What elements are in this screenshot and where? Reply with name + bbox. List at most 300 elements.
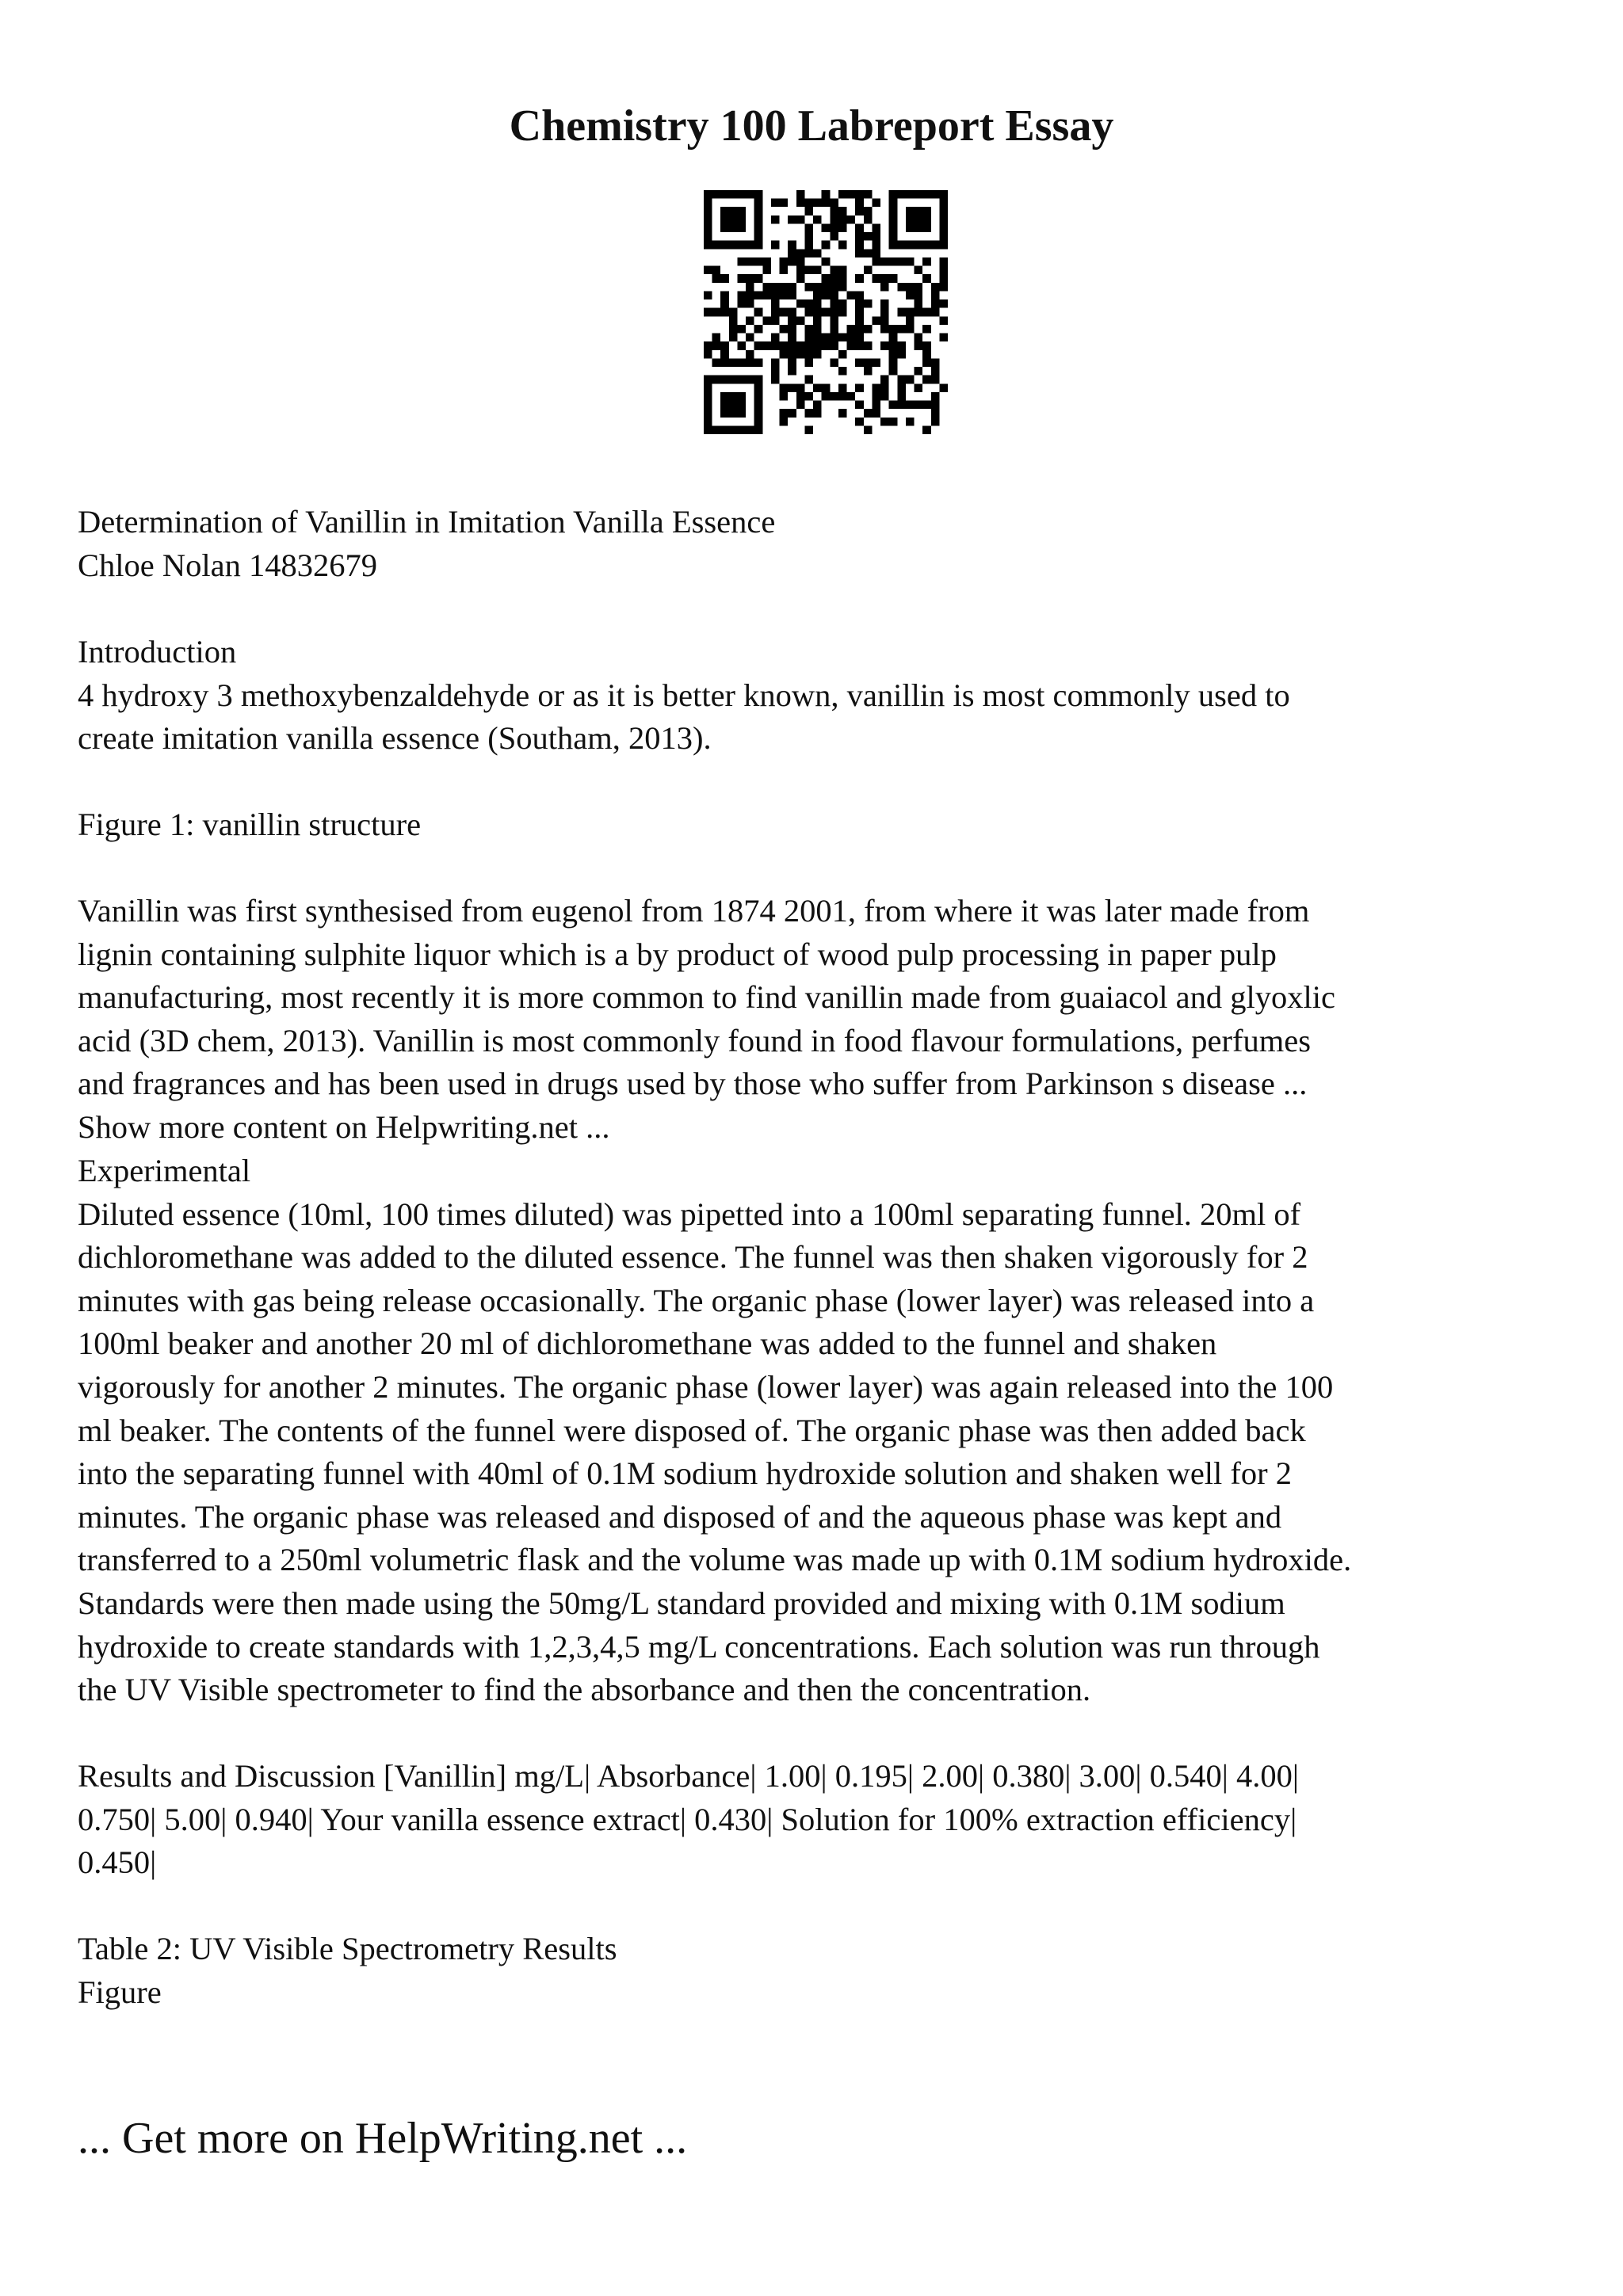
- qr-module: [754, 308, 763, 317]
- qr-module: [939, 223, 948, 232]
- qr-module: [788, 249, 796, 257]
- qr-module: [796, 190, 805, 199]
- qr-module: [754, 274, 763, 283]
- document-title: Chemistry 100 Labreport Essay: [509, 101, 1114, 151]
- qr-module: [737, 291, 746, 299]
- qr-module: [922, 325, 931, 334]
- qr-module: [729, 308, 738, 317]
- qr-module: [737, 190, 746, 199]
- qr-module: [771, 341, 780, 350]
- qr-module: [754, 341, 763, 350]
- qr-module: [746, 376, 754, 384]
- qr-module: [838, 334, 847, 342]
- qr-module: [813, 325, 822, 334]
- qr-module: [720, 409, 729, 418]
- qr-module: [704, 350, 712, 359]
- qr-module: [847, 392, 856, 401]
- qr-module: [889, 274, 898, 283]
- qr-module: [822, 223, 831, 232]
- introduction-line: create imitation vanilla essence (Southam, 2013).: [78, 720, 712, 757]
- qr-module: [822, 308, 831, 317]
- qr-module: [796, 316, 805, 325]
- qr-module: [729, 215, 738, 224]
- qr-module: [830, 223, 838, 232]
- qr-module: [704, 207, 712, 215]
- qr-module: [796, 274, 805, 283]
- qr-module: [830, 299, 838, 308]
- qr-module: [915, 190, 923, 199]
- qr-module: [813, 283, 822, 292]
- qr-module: [838, 223, 847, 232]
- qr-module: [838, 299, 847, 308]
- qr-module: [939, 241, 948, 250]
- qr-module: [754, 291, 763, 299]
- qr-module: [813, 401, 822, 410]
- qr-module: [915, 223, 923, 232]
- qr-module: [922, 215, 931, 224]
- qr-module: [737, 241, 746, 250]
- qr-module: [804, 199, 813, 208]
- qr-module: [746, 358, 754, 367]
- qr-module: [720, 223, 729, 232]
- qr-module: [813, 341, 822, 350]
- qr-module: [754, 401, 763, 410]
- qr-module: [939, 199, 948, 208]
- experimental-line: the UV Visible spectrometer to find the absorbance and then the concentration.: [78, 1672, 1091, 1708]
- qr-module: [897, 308, 906, 317]
- qr-module: [922, 350, 931, 359]
- qr-module: [880, 283, 889, 292]
- qr-module: [704, 215, 712, 224]
- qr-module: [737, 207, 746, 215]
- qr-module: [720, 308, 729, 317]
- qr-module: [729, 334, 738, 342]
- qr-module: [780, 409, 789, 418]
- experimental-line: 100ml beaker and another 20 ml of dichloromethane was added to the funnel and shaken: [78, 1325, 1217, 1362]
- qr-module: [737, 223, 746, 232]
- qr-module: [762, 291, 771, 299]
- qr-module: [931, 401, 940, 410]
- qr-module: [712, 308, 721, 317]
- qr-module: [822, 257, 831, 266]
- qr-module: [822, 334, 831, 342]
- qr-module: [855, 199, 864, 208]
- qr-module: [712, 274, 721, 283]
- qr-module: [847, 215, 856, 224]
- qr-module: [729, 207, 738, 215]
- qr-module: [838, 308, 847, 317]
- qr-module: [855, 249, 864, 257]
- qr-module: [939, 283, 948, 292]
- qr-module: [864, 249, 873, 257]
- paragraph-line: and fragrances and has been used in drugs used by those who suffer from Parkinson s disease ...: [78, 1066, 1308, 1102]
- qr-module: [889, 325, 898, 334]
- qr-module: [720, 401, 729, 410]
- qr-module: [830, 334, 838, 342]
- document-header: [78, 501, 1560, 587]
- qr-module: [788, 308, 796, 317]
- qr-module: [712, 376, 721, 384]
- qr-module: [729, 190, 738, 199]
- qr-module: [906, 291, 915, 299]
- qr-module: [822, 274, 831, 283]
- qr-module: [922, 376, 931, 384]
- qr-module: [804, 350, 813, 359]
- qr-module: [931, 241, 940, 250]
- experimental-line: ml beaker. The contents of the funnel were disposed of. The organic phase was then added back: [78, 1412, 1306, 1448]
- qr-module: [872, 257, 880, 266]
- paragraph-line: lignin containing sulphite liquor which is a by product of wood pulp processing in paper pulp: [78, 936, 1277, 972]
- qr-module: [822, 291, 831, 299]
- qr-module: [804, 308, 813, 317]
- introduction-line: 4 hydroxy 3 methoxybenzaldehyde or as it is better known, vanillin is most commonly used to: [78, 677, 1290, 713]
- qr-module: [847, 190, 856, 199]
- qr-module: [788, 215, 796, 224]
- qr-module: [889, 199, 898, 208]
- qr-module: [754, 392, 763, 401]
- results-line: 0.450|: [78, 1844, 157, 1881]
- qr-module: [864, 299, 873, 308]
- paragraph-vanillin-history: [78, 890, 1560, 1150]
- qr-module: [847, 341, 856, 350]
- experimental-line: minutes with gas being release occasionally. The organic phase (lower layer) was released into a: [78, 1282, 1315, 1318]
- qr-module: [771, 334, 780, 342]
- experimental-section: [78, 1150, 1560, 1712]
- qr-module: [872, 241, 880, 250]
- qr-module: [729, 241, 738, 250]
- figure-1-caption: [78, 803, 1560, 847]
- qr-module: [780, 291, 789, 299]
- qr-module: [796, 249, 805, 257]
- qr-module: [762, 257, 771, 266]
- qr-module: [704, 376, 712, 384]
- qr-module: [720, 274, 729, 283]
- qr-module: [720, 358, 729, 367]
- qr-module: [855, 358, 864, 367]
- qr-module: [720, 291, 729, 299]
- qr-module: [780, 283, 789, 292]
- qr-module: [872, 316, 880, 325]
- qr-module: [780, 199, 789, 208]
- qr-module: [737, 409, 746, 418]
- qr-module: [939, 266, 948, 275]
- qr-module: [712, 425, 721, 434]
- qr-module: [931, 190, 940, 199]
- qr-module: [746, 283, 754, 292]
- qr-module: [855, 418, 864, 426]
- qr-module: [813, 316, 822, 325]
- qr-module: [915, 291, 923, 299]
- qr-module: [822, 190, 831, 199]
- experimental-line: Standards were then made using the 50mg/L standard provided and mixing with 0.1M sodium: [78, 1585, 1285, 1621]
- qr-module: [771, 358, 780, 367]
- qr-module: [804, 299, 813, 308]
- qr-module: [931, 291, 940, 299]
- qr-module: [855, 207, 864, 215]
- qr-module: [720, 425, 729, 434]
- results-line: Results and Discussion [Vanillin] mg/L| Absorbance| 1.00| 0.195| 2.00| 0.380| 3.00| 0.540| 4.00|: [78, 1758, 1299, 1794]
- qr-module: [754, 207, 763, 215]
- qr-module: [796, 350, 805, 359]
- qr-module: [737, 392, 746, 401]
- qr-module: [864, 409, 873, 418]
- qr-module: [889, 215, 898, 224]
- qr-module: [931, 299, 940, 308]
- qr-module: [889, 257, 898, 266]
- qr-module: [729, 392, 738, 401]
- qr-module: [704, 241, 712, 250]
- qr-module: [855, 190, 864, 199]
- qr-module: [771, 283, 780, 292]
- qr-module: [906, 316, 915, 325]
- qr-module: [720, 215, 729, 224]
- qr-module: [939, 299, 948, 308]
- qr-module: [838, 274, 847, 283]
- qr-module: [712, 266, 721, 275]
- qr-module: [864, 367, 873, 376]
- table-2-caption: [78, 1928, 1560, 2014]
- qr-module: [915, 383, 923, 392]
- qr-module: [746, 291, 754, 299]
- qr-module: [915, 299, 923, 308]
- qr-module: [922, 341, 931, 350]
- qr-module: [746, 316, 754, 325]
- qr-module: [872, 358, 880, 367]
- qr-module: [830, 266, 838, 275]
- qr-module: [720, 350, 729, 359]
- qr-module: [915, 283, 923, 292]
- qr-module: [804, 425, 813, 434]
- qr-module: [737, 376, 746, 384]
- qr-module: [830, 274, 838, 283]
- qr-module: [880, 383, 889, 392]
- qr-module: [906, 223, 915, 232]
- qr-module: [939, 207, 948, 215]
- qr-module: [922, 257, 931, 266]
- qr-module: [704, 291, 712, 299]
- show-more-link[interactable]: Show more content on Helpwriting.net ...: [78, 1108, 610, 1145]
- qr-module: [880, 392, 889, 401]
- qr-module: [729, 316, 738, 325]
- document-subtitle: Determination of Vanillin in Imitation Vanilla Essence: [78, 504, 776, 540]
- experimental-line: transferred to a 250ml volumetric flask and the volume was made up with 0.1M sodium hydroxide.: [78, 1542, 1352, 1578]
- qr-module: [737, 401, 746, 410]
- qr-module: [704, 190, 712, 199]
- qr-module: [813, 215, 822, 224]
- qr-module: [838, 266, 847, 275]
- qr-module: [729, 401, 738, 410]
- qr-module: [897, 350, 906, 359]
- qr-module: [931, 283, 940, 292]
- qr-module: [830, 325, 838, 334]
- qr-module: [872, 383, 880, 392]
- qr-module: [780, 257, 789, 266]
- qr-module: [872, 199, 880, 208]
- qr-module: [771, 291, 780, 299]
- qr-module: [889, 334, 898, 342]
- qr-module: [830, 392, 838, 401]
- qr-module: [897, 257, 906, 266]
- qr-module: [704, 199, 712, 208]
- qr-module: [804, 358, 813, 367]
- qr-module: [771, 199, 780, 208]
- qr-module: [762, 283, 771, 292]
- qr-module: [771, 241, 780, 250]
- qr-module: [922, 425, 931, 434]
- qr-module: [720, 207, 729, 215]
- qr-module: [855, 274, 864, 283]
- qr-module: [746, 241, 754, 250]
- qr-module: [804, 241, 813, 250]
- qr-module: [780, 325, 789, 334]
- qr-module: [804, 283, 813, 292]
- qr-module: [872, 274, 880, 283]
- qr-module: [922, 241, 931, 250]
- qr-module: [746, 299, 754, 308]
- qr-module: [915, 341, 923, 350]
- qr-module: [712, 358, 721, 367]
- qr-module: [889, 223, 898, 232]
- qr-module: [822, 392, 831, 401]
- results-section: [78, 1755, 1560, 1885]
- results-line: 0.750| 5.00| 0.940| Your vanilla essence extract| 0.430| Solution for 100% extraction efficiency|: [78, 1801, 1297, 1837]
- qr-module: [889, 350, 898, 359]
- qr-module: [813, 199, 822, 208]
- experimental-line: hydroxide to create standards with 1,2,3,4,5 mg/L concentrations. Each solution was run through: [78, 1628, 1320, 1665]
- experimental-heading: Experimental: [78, 1153, 251, 1188]
- qr-module: [889, 207, 898, 215]
- qr-module: [712, 341, 721, 350]
- qr-module: [855, 299, 864, 308]
- qr-module: [864, 425, 873, 434]
- qr-module: [804, 376, 813, 384]
- qr-module: [762, 316, 771, 325]
- qr-module: [704, 383, 712, 392]
- qr-module: [804, 207, 813, 215]
- table-2-caption-text: Table 2: UV Visible Spectrometry Results: [78, 1931, 617, 1966]
- qr-module: [754, 358, 763, 367]
- qr-module: [897, 341, 906, 350]
- qr-module: [889, 341, 898, 350]
- qr-module: [788, 325, 796, 334]
- qr-module: [897, 383, 906, 392]
- qr-module: [872, 223, 880, 232]
- qr-module: [830, 358, 838, 367]
- qr-module: [915, 241, 923, 250]
- qr-module: [780, 383, 789, 392]
- qr-module: [746, 334, 754, 342]
- qr-module: [864, 207, 873, 215]
- qr-module: [754, 199, 763, 208]
- qr-module: [855, 341, 864, 350]
- qr-module: [804, 266, 813, 275]
- qr-module: [931, 358, 940, 367]
- qr-module: [813, 266, 822, 275]
- qr-module: [796, 383, 805, 392]
- qr-module: [897, 283, 906, 292]
- qr-module: [771, 215, 780, 224]
- qr-module: [931, 308, 940, 317]
- qr-module: [906, 257, 915, 266]
- qr-module: [838, 241, 847, 250]
- qr-module: [880, 418, 889, 426]
- qr-module: [796, 266, 805, 275]
- qr-module: [704, 425, 712, 434]
- qr-module: [830, 207, 838, 215]
- qr-module: [915, 266, 923, 275]
- introduction-section: [78, 631, 1560, 761]
- qr-module: [830, 215, 838, 224]
- get-more-link[interactable]: ... Get more on HelpWriting.net ...: [78, 2114, 688, 2163]
- qr-module: [754, 241, 763, 250]
- qr-module: [922, 274, 931, 283]
- qr-module: [704, 223, 712, 232]
- qr-module: [922, 401, 931, 410]
- qr-module: [796, 257, 805, 266]
- experimental-line: into the separating funnel with 40ml of 0.1M sodium hydroxide solution and shaken well for 2: [78, 1455, 1293, 1492]
- qr-module: [720, 190, 729, 199]
- qr-module: [939, 383, 948, 392]
- qr-module: [855, 291, 864, 299]
- qr-module: [906, 325, 915, 334]
- qr-module: [813, 334, 822, 342]
- qr-module: [704, 341, 712, 350]
- qr-module: [754, 215, 763, 224]
- qr-module: [855, 401, 864, 410]
- experimental-line: dichloromethane was added to the diluted essence. The funnel was then shaken vigorously for 2: [78, 1239, 1308, 1276]
- qr-module: [889, 241, 898, 250]
- qr-module: [796, 341, 805, 350]
- qr-module: [788, 241, 796, 250]
- qr-module: [754, 376, 763, 384]
- qr-module: [780, 341, 789, 350]
- qr-module: [939, 316, 948, 325]
- qr-module: [872, 409, 880, 418]
- qr-module: [872, 401, 880, 410]
- qr-module: [889, 190, 898, 199]
- qr-module: [754, 425, 763, 434]
- qr-module: [939, 334, 948, 342]
- experimental-line: Diluted essence (10ml, 100 times diluted) was pipetted into a 100ml separating funnel. 20ml of: [78, 1196, 1301, 1232]
- qr-module: [788, 257, 796, 266]
- qr-module: [897, 325, 906, 334]
- qr-module: [830, 232, 838, 241]
- qr-module: [939, 257, 948, 266]
- qr-module: [864, 358, 873, 367]
- qr-module: [906, 190, 915, 199]
- experimental-line: vigorously for another 2 minutes. The organic phase (lower layer) was again released into the 100: [78, 1368, 1334, 1405]
- qr-module: [737, 341, 746, 350]
- qr-module: [813, 299, 822, 308]
- figure-label: Figure: [78, 1974, 162, 2010]
- qr-module: [813, 308, 822, 317]
- qr-module: [720, 241, 729, 250]
- qr-module: [889, 418, 898, 426]
- qr-module: [813, 409, 822, 418]
- qr-module: [880, 308, 889, 317]
- paragraph-line: manufacturing, most recently it is more common to find vanillin made from guaiacol and glyoxlic: [78, 979, 1335, 1016]
- qr-module: [720, 341, 729, 350]
- qr-module: [847, 291, 856, 299]
- qr-module: [872, 232, 880, 241]
- qr-module: [838, 392, 847, 401]
- qr-module: [922, 190, 931, 199]
- qr-module: [754, 223, 763, 232]
- qr-module: [804, 341, 813, 350]
- qr-module: [855, 308, 864, 317]
- qr-module: [796, 299, 805, 308]
- qr-module: [788, 334, 796, 342]
